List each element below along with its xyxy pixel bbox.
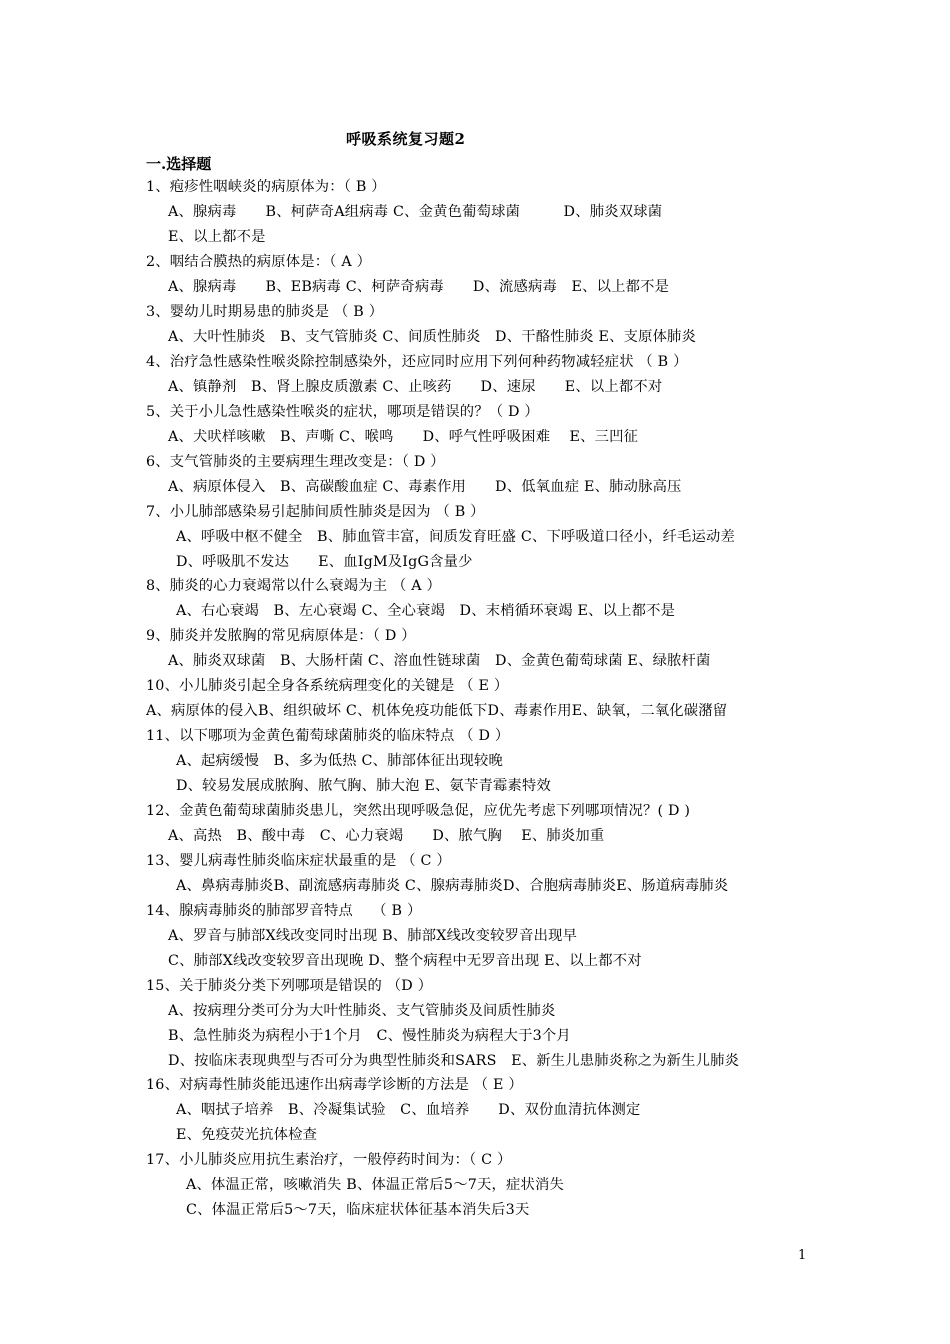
text-line: D、按临床表现典型与否可分为典型性肺炎和SARS E、新生儿患肺炎称之为新生儿肺炎 — [168, 1053, 740, 1069]
text-line: A、鼻病毒肺炎B、副流感病毒肺炎 C、腺病毒肺炎D、合胞病毒肺炎E、肠道病毒肺炎 — [176, 878, 729, 894]
text-line: A、腺病毒 B、EB病毒 C、柯萨奇病毒 D、流感病毒 E、以上都不是 — [168, 279, 670, 295]
text-line: A、咽拭子培养 B、冷凝集试验 C、血培养 D、双份血清抗体测定 — [176, 1102, 641, 1118]
text-line: A、按病理分类可分为大叶性肺炎、支气管肺炎及间质性肺炎 — [168, 1003, 556, 1019]
text-line: 9、肺炎并发脓胸的常见病原体是：（ D ） — [146, 628, 416, 644]
text-line: A、犬吠样咳嗽 B、声嘶 C、喉鸣 D、呼气性呼吸困难 E、三凹征 — [168, 429, 639, 445]
text-line: A、腺病毒 B、柯萨奇A组病毒 C、金黄色葡萄球菌 D、肺炎双球菌 — [168, 204, 663, 220]
text-line: 4、治疗急性感染性喉炎除控制感染外，还应同时应用下列何种药物减轻症状 （ B ） — [146, 354, 688, 370]
text-line: 2、咽结合膜热的病原体是：（ A ） — [146, 254, 372, 270]
text-line: E、以上都不是 — [168, 229, 266, 245]
text-line: C、体温正常后5～7天，临床症状体征基本消失后3天 — [186, 1202, 530, 1218]
text-line: A、镇静剂 B、肾上腺皮质激素 C、止咳药 D、速尿 E、以上都不对 — [168, 379, 663, 395]
text-line: 5、关于小儿急性感染性喉炎的症状，哪项是错误的？（ D ） — [146, 404, 539, 420]
text-line: A、病原体的侵入B、组织破坏 C、机体免疫功能低下D、毒素作用E、缺氧，二氧化碳潴留 — [146, 703, 728, 719]
text-line: A、体温正常，咳嗽消失 B、体温正常后5～7天，症状消失 — [186, 1177, 564, 1193]
text-line: E、免疫荧光抗体检查 — [176, 1127, 318, 1143]
text-line: 8、肺炎的心力衰竭常以什么衰竭为主 （ A ） — [146, 578, 441, 594]
text-line: A、右心衰竭 B、左心衰竭 C、全心衰竭 D、末梢循环衰竭 E、以上都不是 — [176, 603, 676, 619]
text-line: 17、小儿肺炎应用抗生素治疗，一般停药时间为：（ C ） — [146, 1152, 512, 1168]
text-line: C、肺部X线改变较罗音出现晚 D、整个病程中无罗音出现 E、以上都不对 — [168, 953, 642, 969]
text-line: 7、小儿肺部感染易引起肺间质性肺炎是因为 （ B ） — [146, 504, 485, 520]
text-line: 10、小儿肺炎引起全身各系统病理变化的关键是 （ E ） — [146, 678, 509, 694]
text-line: D、较易发展成脓胸、脓气胸、肺大泡 E、氨苄青霉素特效 — [176, 778, 551, 794]
text-line: A、呼吸中枢不健全 B、肺血管丰富，间质发育旺盛 C、下呼吸道口径小，纤毛运动差 — [176, 529, 735, 545]
text-line: 14、腺病毒肺炎的肺部罗音特点 （ B ） — [146, 903, 422, 919]
text-line: A、肺炎双球菌 B、大肠杆菌 C、溶血性链球菌 D、金黄色葡萄球菌 E、绿脓杆菌 — [168, 653, 711, 669]
text-line: 16、对病毒性肺炎能迅速作出病毒学诊断的方法是 （ E ） — [146, 1077, 523, 1093]
text-line: 12、金黄色葡萄球菌肺炎患儿，突然出现呼吸急促，应优先考虑下列哪项情况？( D ) — [146, 803, 691, 819]
section-heading: 一.选择题 — [146, 155, 212, 173]
text-line: 11、以下哪项为金黄色葡萄球菌肺炎的临床特点 （ D ） — [146, 728, 510, 744]
text-line: 3、婴幼儿时期易患的肺炎是 （ B ） — [146, 304, 384, 320]
text-line: A、病原体侵入 B、高碳酸血症 C、毒素作用 D、低氧血症 E、肺动脉高压 — [168, 479, 682, 495]
text-line: B、急性肺炎为病程小于1个月 C、慢性肺炎为病程大于3个月 — [168, 1028, 571, 1044]
text-line: A、起病缓慢 B、多为低热 C、肺部体征出现较晚 — [176, 753, 504, 769]
text-line: D、呼吸肌不发达 E、血IgM及IgG含量少 — [176, 554, 473, 570]
document-title: 呼吸系统复习题2 — [346, 130, 466, 148]
text-line: A、高热 B、酸中毒 C、心力衰竭 D、脓气胸 E、肺炎加重 — [168, 828, 605, 844]
text-line: 6、支气管肺炎的主要病理生理改变是：（ D ） — [146, 454, 445, 470]
text-line: 13、婴儿病毒性肺炎临床症状最重的是 （ C ） — [146, 853, 451, 869]
page-number: 1 — [798, 1248, 807, 1263]
text-line: 15、关于肺炎分类下列哪项是错误的 （D ） — [146, 978, 433, 994]
text-line: 1、疱疹性咽峡炎的病原体为：（ B ） — [146, 179, 386, 195]
text-line: A、大叶性肺炎 B、支气管肺炎 C、间质性肺炎 D、干酪性肺炎 E、支原体肺炎 — [168, 329, 697, 345]
text-line: A、罗音与肺部X线改变同时出现 B、肺部X线改变较罗音出现早 — [168, 928, 578, 944]
